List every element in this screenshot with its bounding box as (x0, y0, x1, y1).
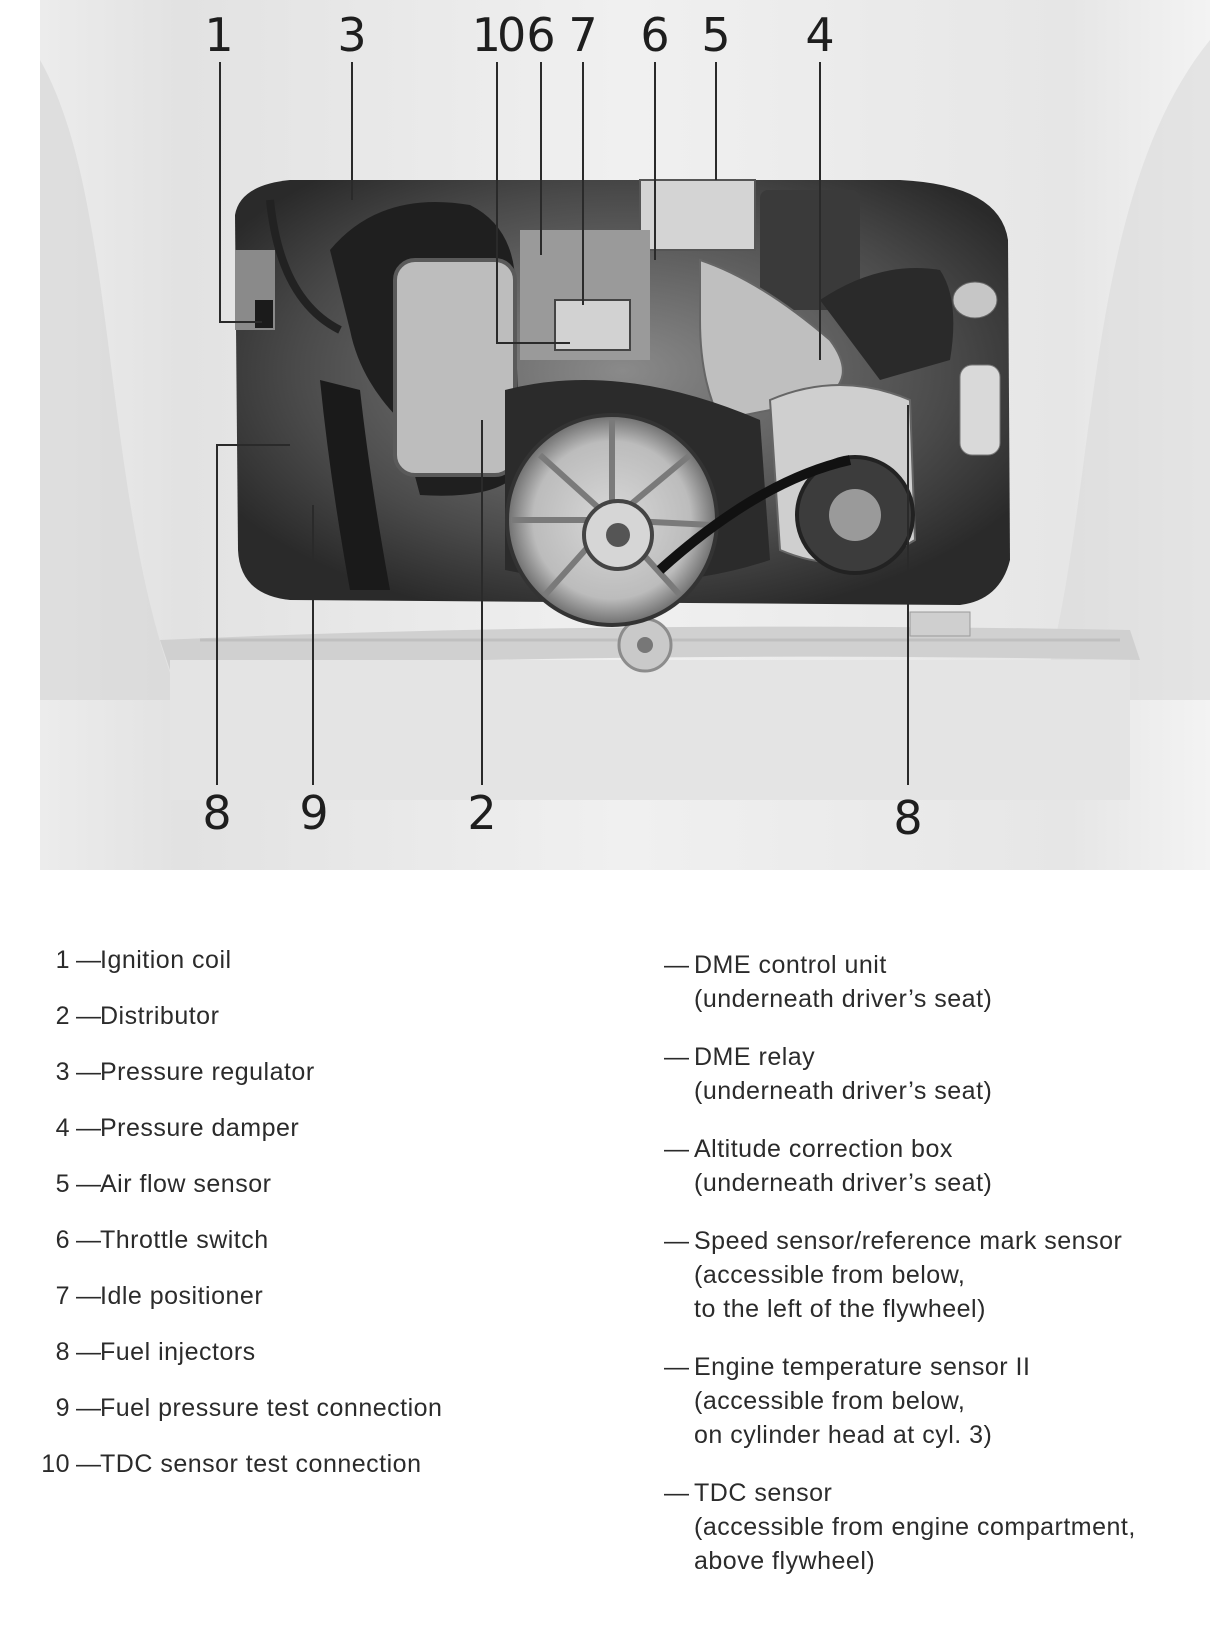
callout-6b: 6 (640, 8, 670, 62)
legend-item-number: 7 (55, 1282, 70, 1310)
legend-entry-line: (underneath driver’s seat) (694, 1077, 993, 1105)
legend-entry-line: Engine temperature sensor II (694, 1353, 1031, 1381)
legend-dash: — (76, 946, 102, 974)
legend-item-number: 2 (55, 1002, 70, 1030)
callout-8a: 8 (202, 786, 232, 840)
legend-item-number: 10 (41, 1450, 70, 1478)
callout-3: 3 (337, 8, 367, 62)
legend-dash: — (76, 1282, 102, 1310)
legend-entry-line: above flywheel) (694, 1547, 876, 1575)
callout-10: 10 (471, 8, 523, 62)
legend-item-number: 4 (55, 1114, 70, 1142)
legend-item-label: TDC sensor test connection (100, 1450, 422, 1478)
legend-dash: — (76, 1002, 102, 1030)
legend-dash: — (664, 1135, 690, 1163)
legend-entry-line: Speed sensor/reference mark sensor (694, 1227, 1123, 1255)
legend-dash: — (76, 1338, 102, 1366)
legend-entry-line: (accessible from below, (694, 1387, 966, 1415)
legend-dash: — (664, 1479, 690, 1507)
legend-entry-line: on cylinder head at cyl. 3) (694, 1421, 993, 1449)
legend-item-number: 8 (55, 1338, 70, 1366)
callout-8b: 8 (893, 791, 923, 845)
legend-dash: — (76, 1394, 102, 1422)
legend-item-label: Air flow sensor (100, 1170, 272, 1198)
legend-dash: — (664, 1043, 690, 1071)
callout-2: 2 (467, 786, 497, 840)
legend-item-label: Pressure damper (100, 1114, 300, 1142)
callout-6a: 6 (526, 8, 556, 62)
legend-item-number: 6 (55, 1226, 70, 1254)
legend-item-label: Pressure regulator (100, 1058, 315, 1086)
legend-dash: — (664, 1353, 690, 1381)
legend-entry-line: (accessible from below, (694, 1261, 966, 1289)
legend-item-label: Throttle switch (100, 1226, 269, 1254)
legend-dash: — (76, 1114, 102, 1142)
legend-entry-line: TDC sensor (694, 1479, 833, 1507)
legend-dash: — (76, 1226, 102, 1254)
legend-item-label: Idle positioner (100, 1282, 264, 1310)
legend-entry-line: DME control unit (694, 951, 887, 979)
legend-dash: — (76, 1450, 102, 1478)
legend-dash: — (76, 1058, 102, 1086)
legend-entry-line: Altitude correction box (694, 1135, 953, 1163)
legend-item-number: 1 (55, 946, 70, 974)
legend-entry-line: DME relay (694, 1043, 816, 1071)
callout-1: 1 (204, 8, 234, 62)
legend-dash: — (664, 951, 690, 979)
callout-4: 4 (805, 8, 835, 62)
callout-7: 7 (568, 8, 598, 62)
legend-item-number: 9 (55, 1394, 70, 1422)
legend-dash: — (664, 1227, 690, 1255)
legend-entry-line: (accessible from engine compartment, (694, 1513, 1136, 1541)
legend-item-number: 5 (55, 1170, 70, 1198)
legend-entry-line: to the left of the flywheel) (694, 1295, 986, 1323)
legend-item-label: Ignition coil (100, 946, 232, 974)
callout-9: 9 (299, 786, 329, 840)
legend-entry-line: (underneath driver’s seat) (694, 1169, 993, 1197)
callout-5: 5 (701, 8, 731, 62)
legend-entry-line: (underneath driver’s seat) (694, 985, 993, 1013)
legend-item-label: Fuel pressure test connection (100, 1394, 443, 1422)
legend-dash: — (76, 1170, 102, 1198)
legend-item-label: Fuel injectors (100, 1338, 256, 1366)
legend-item-number: 3 (55, 1058, 70, 1086)
legend-item-label: Distributor (100, 1002, 220, 1030)
